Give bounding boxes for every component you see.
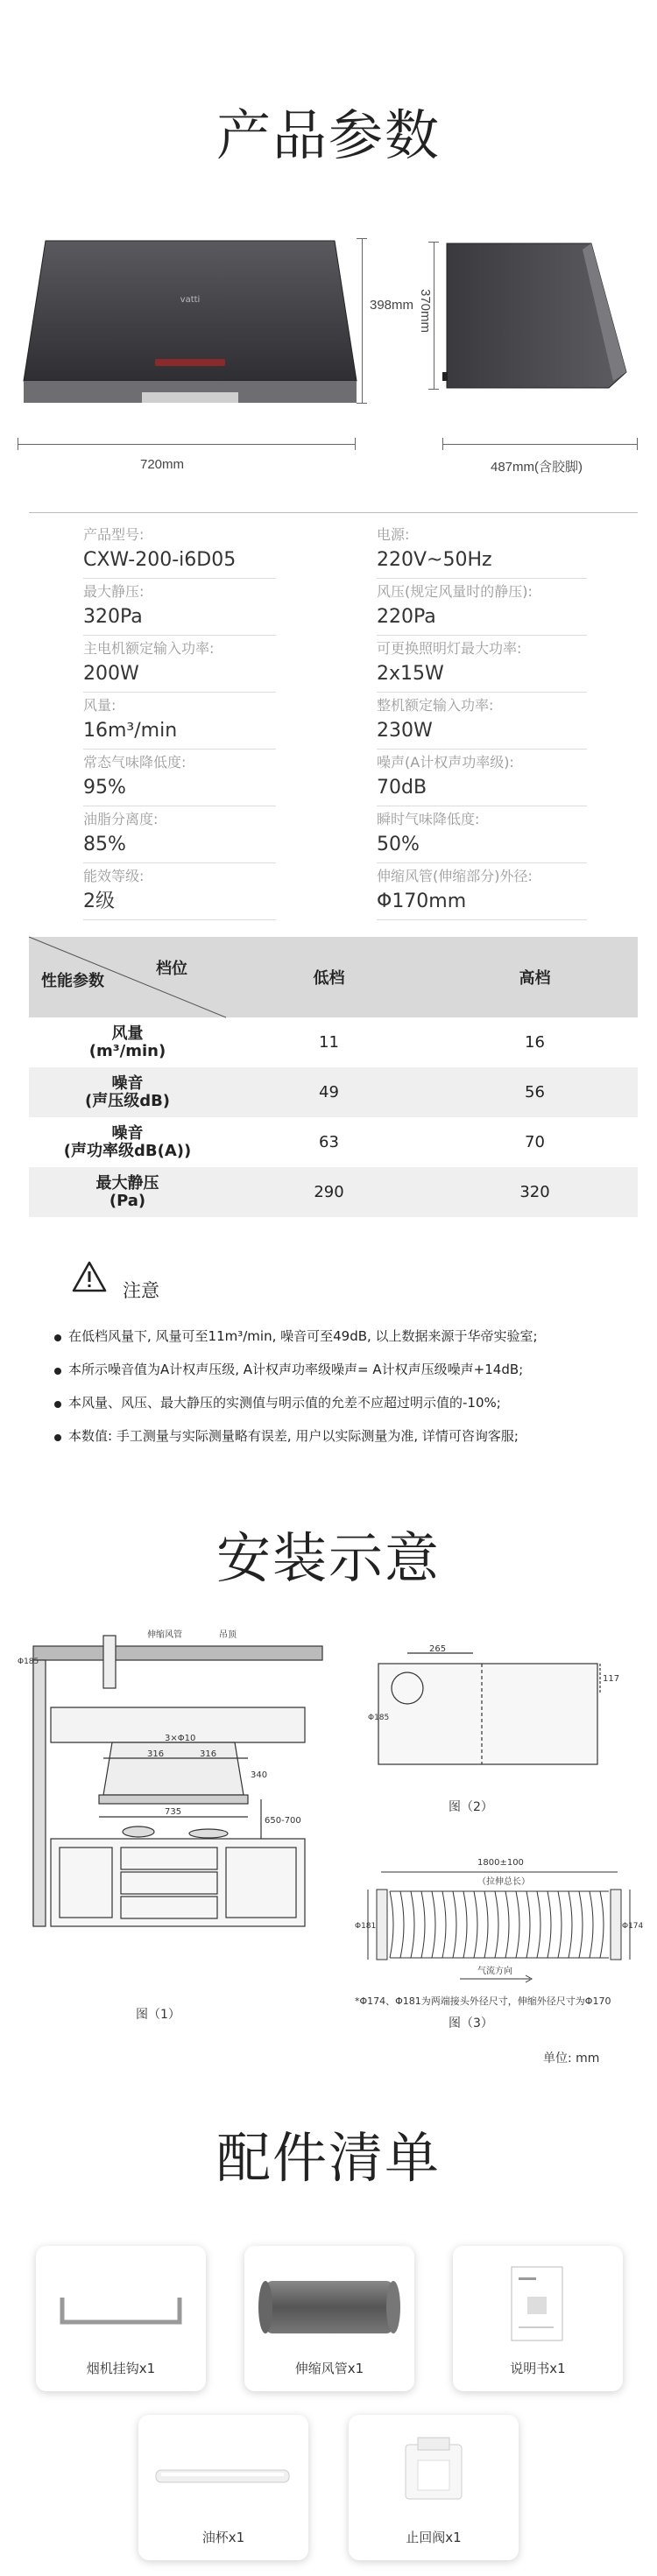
accessory-card — [349, 2415, 519, 2560]
svg-text:265: 265 — [429, 1644, 447, 1654]
fig3-caption: 图（3） — [449, 2016, 493, 2031]
svg-text:气流方向: 气流方向 — [477, 1967, 512, 1976]
svg-text:3×Φ10: 3×Φ10 — [165, 1734, 196, 1743]
section-title-params: 产品参数 — [215, 103, 441, 167]
note-item: 本所示噪音值为A计权声压级, A计权声功率级噪声= A计权声压级噪声+14dB; — [68, 1362, 524, 1377]
table-corner-cell: 档位 性能参数 — [29, 937, 226, 1017]
unit-label: 单位: mm — [543, 2052, 600, 2066]
table-col-high: 高档 — [519, 969, 551, 988]
front-height-label: 398mm — [370, 298, 414, 313]
front-width-label: 720mm — [140, 457, 185, 472]
section-title-install: 安装示意 — [215, 1526, 441, 1590]
spec-item: 主电机额定输入功率: 200W — [83, 640, 215, 685]
accessory-label: 说明书x1 — [510, 2361, 566, 2376]
spec-item: 伸缩风管(伸缩部分)外径: Φ170mm — [377, 868, 533, 912]
spec-item: 产品型号: CXW-200-i6D05 — [83, 526, 237, 571]
svg-text:735: 735 — [165, 1807, 182, 1817]
svg-text:316: 316 — [147, 1749, 165, 1759]
svg-text:Φ174: Φ174 — [622, 1922, 644, 1931]
svg-text:1800±100: 1800±100 — [477, 1858, 524, 1868]
spec-item: 噪声(A计权声功率级): 70dB — [377, 754, 514, 799]
accessory-card — [36, 2246, 206, 2391]
svg-text:Φ181: Φ181 — [355, 1922, 377, 1931]
note-item: 在低档风量下, 风量可至11m³/min, 噪音可至49dB, 以上数据来源于华帝实验室; — [68, 1328, 538, 1344]
svg-text:Φ185: Φ185 — [18, 1658, 39, 1666]
install-diagram-1 — [16, 1629, 327, 1944]
oil-cup-icon — [152, 2463, 293, 2489]
accessory-card — [453, 2246, 623, 2391]
hood-side-image — [442, 241, 635, 398]
svg-text:316: 316 — [200, 1749, 217, 1759]
spec-item: 瞬时气味降低度: 50% — [377, 811, 480, 855]
accessory-card — [244, 2246, 414, 2391]
accessory-label: 止回阀x1 — [406, 2530, 462, 2545]
notes-title: 注意 — [123, 1280, 159, 1301]
install-diagram-3 — [355, 1856, 644, 1988]
spec-item: 整机额定输入功率: 230W — [377, 697, 494, 742]
svg-text:吊顶: 吊顶 — [219, 1630, 237, 1640]
spec-item: 能效等级: 2级 — [83, 868, 145, 912]
fig2-caption: 图（2） — [449, 1800, 493, 1814]
svg-text:Φ185: Φ185 — [368, 1714, 390, 1722]
svg-text:650-700: 650-700 — [265, 1816, 301, 1826]
install-diagram-2 — [368, 1644, 620, 1777]
brand-logo: vatti — [180, 295, 201, 305]
spec-item: 最大静压: 320Pa — [83, 583, 145, 628]
accessory-label: 油杯x1 — [201, 2530, 245, 2545]
accessory-label: 伸缩风管x1 — [294, 2361, 364, 2376]
performance-table — [29, 937, 638, 1217]
hook-bracket-icon — [55, 2294, 187, 2329]
spec-item: 可更换照明灯最大功率: 2x15W — [377, 640, 522, 685]
fig3-note: *Φ174、Φ181为两端接头外径尺寸，伸缩外径尺寸为Φ170 — [355, 1995, 611, 2007]
table-col-low: 低档 — [313, 969, 345, 988]
side-depth-label: 487mm(含胶脚) — [491, 460, 583, 475]
accessory-card — [138, 2415, 308, 2560]
svg-text:117: 117 — [603, 1674, 620, 1684]
table-row: 风量 (m³/min) 11 16 — [88, 1024, 545, 1060]
table-row: 噪音 (声功率级dB(A)) 63 70 — [63, 1123, 545, 1160]
fig1-caption: 图（1） — [136, 2008, 180, 2022]
check-valve-icon — [397, 2434, 470, 2508]
section-title-accessories: 配件清单 — [215, 2126, 441, 2190]
spec-item: 风量: 16m³/min — [83, 697, 178, 742]
warning-icon — [72, 1261, 107, 1292]
duct-icon — [255, 2268, 404, 2347]
side-height-label: 370mm — [418, 289, 433, 334]
table-row: 噪音 (声压级dB) 49 56 — [29, 1067, 638, 1117]
svg-text:340: 340 — [251, 1770, 268, 1780]
spec-item: 常态气味降低度: 95% — [83, 754, 187, 799]
manual-icon — [510, 2265, 564, 2342]
spec-item: 油脂分离度: 85% — [83, 811, 159, 855]
spec-item: 风压(规定风量时的静压): 220Pa — [377, 583, 533, 628]
note-item: 本风量、风压、最大静压的实测值与明示值的允差不应超过明示值的-10%; — [68, 1395, 501, 1411]
svg-text:（拉伸总长）: （拉伸总长） — [477, 1877, 530, 1887]
accessory-label: 烟机挂钩x1 — [86, 2361, 156, 2376]
spec-item: 电源: 220V~50Hz — [377, 526, 492, 571]
svg-text:伸缩风管: 伸缩风管 — [147, 1630, 182, 1640]
hood-front-image — [19, 236, 361, 412]
table-row: 最大静压 (Pa) 290 320 — [29, 1167, 638, 1217]
note-item: 本数值: 手工测量与实际测量略有误差, 用户以实际测量为准, 详情可咨询客服; — [68, 1428, 519, 1444]
